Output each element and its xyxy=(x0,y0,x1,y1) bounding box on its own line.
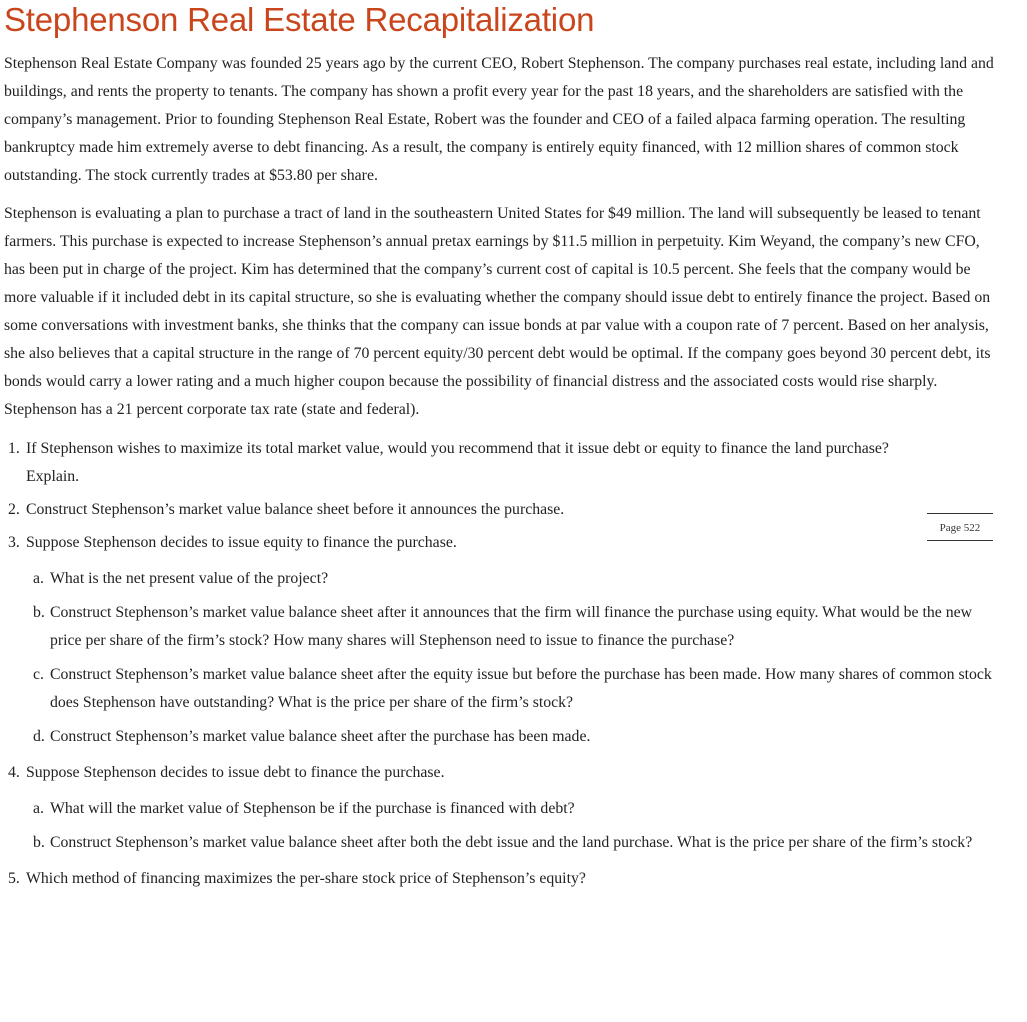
question-3 xyxy=(4,529,1004,557)
question-text: Which method of financing maximizes the per-share stock price of Stephenson’s equity? xyxy=(26,870,586,887)
question-number: 3. xyxy=(8,534,20,551)
question-3a xyxy=(4,565,1000,593)
project-paragraph: Stephenson is evaluating a plan to purchase a tract of land in the southeastern United States for $49 million. The land will subsequently be leased to tenant farmers. This purchase is expected to increase Stephenson’s annual pretax earnings by $11.5 million in perpetuity. Kim Weyand, the company’s new CFO, has been put in charge of the project. Kim has determined that the company’s current cost of capital is 10.5 percent. She feels that the company would be more valuable if it included debt in its capital structure, so she is evaluating whether the company should issue debt to entirely finance the project. Based on some conversations with investment banks, she thinks that the company can issue bonds at par value with a coupon rate of 7 percent. Based on her analysis, she also believes that a capital structure in the range of 70 percent equity/30 percent debt would be optimal. If the company goes beyond 30 percent debt, its bonds would carry a lower rating and a much higher coupon because the possibility of financial distress and the associated costs would rise sharply. Stephenson has a 21 percent corporate tax rate (state and federal). xyxy=(4,205,991,418)
subquestion-text: Construct Stephenson’s market value balance sheet after both the debt issue and the land purchase. What is the price per share of the firm’s stock? xyxy=(50,834,973,851)
subquestion-text: What will the market value of Stephenson be if the purchase is financed with debt? xyxy=(50,800,575,817)
subquestion-text: Construct Stephenson’s market value balance sheet after the equity issue but before the purchase has been made. How many shares of common stock does Stephenson have outstanding? What is the price per share of the firm’s stock? xyxy=(50,666,992,711)
question-number: 5. xyxy=(8,870,20,887)
subquestion-letter: d. xyxy=(33,728,45,745)
subquestion-letter: a. xyxy=(33,800,44,817)
question-2 xyxy=(4,496,1004,524)
page-number-marker: Page 522 xyxy=(927,513,993,541)
subquestion-letter: a. xyxy=(33,570,44,587)
question-5 xyxy=(4,865,1004,893)
subquestion-letter: b. xyxy=(33,604,45,621)
question-3c xyxy=(4,661,1000,717)
subquestion-text: Construct Stephenson’s market value balance sheet after it announces that the firm will finance the purchase using equity. What would be the new price per share of the firm’s stock? How many shares will Stephenson need to issue to finance the purchase? xyxy=(50,604,973,649)
question-3d xyxy=(4,723,1000,751)
question-text: Suppose Stephenson decides to issue debt to finance the purchase. xyxy=(26,764,445,781)
subquestion-letter: c. xyxy=(33,666,44,683)
question-number: 2. xyxy=(8,501,20,518)
subquestion-text: Construct Stephenson’s market value balance sheet after the purchase has been made. xyxy=(50,728,591,745)
question-4a xyxy=(4,795,1000,823)
page-title: Stephenson Real Estate Recapitalization xyxy=(4,1,595,38)
question-4b xyxy=(4,829,1000,857)
subquestion-text: What is the net present value of the project? xyxy=(50,570,329,587)
question-number: 4. xyxy=(8,764,20,781)
question-number: 1. xyxy=(8,440,20,457)
question-text: If Stephenson wishes to maximize its total market value, would you recommend that it issue debt or equity to finance the land purchase? Explain. xyxy=(26,440,889,485)
subquestion-letter: b. xyxy=(33,834,45,851)
question-text: Suppose Stephenson decides to issue equity to finance the purchase. xyxy=(26,534,457,551)
question-text: Construct Stephenson’s market value balance sheet before it announces the purchase. xyxy=(26,501,565,518)
intro-paragraph: Stephenson Real Estate Company was founded 25 years ago by the current CEO, Robert Stephenson. The company purchases real estate, including land and buildings, and rents the property to tenants. The company has shown a profit every year for the past 18 years, and the shareholders are satisfied with the company’s management. Prior to founding Stephenson Real Estate, Robert was the founder and CEO of a failed alpaca farming operation. The resulting bankruptcy made him extremely averse to debt financing. As a result, the company is entirely equity financed, with 12 million shares of common stock outstanding. The stock currently trades at $53.80 per share. xyxy=(4,55,994,184)
question-3b xyxy=(4,599,1000,655)
question-4 xyxy=(4,759,1004,787)
question-list xyxy=(4,435,1004,893)
question-1 xyxy=(4,435,921,491)
